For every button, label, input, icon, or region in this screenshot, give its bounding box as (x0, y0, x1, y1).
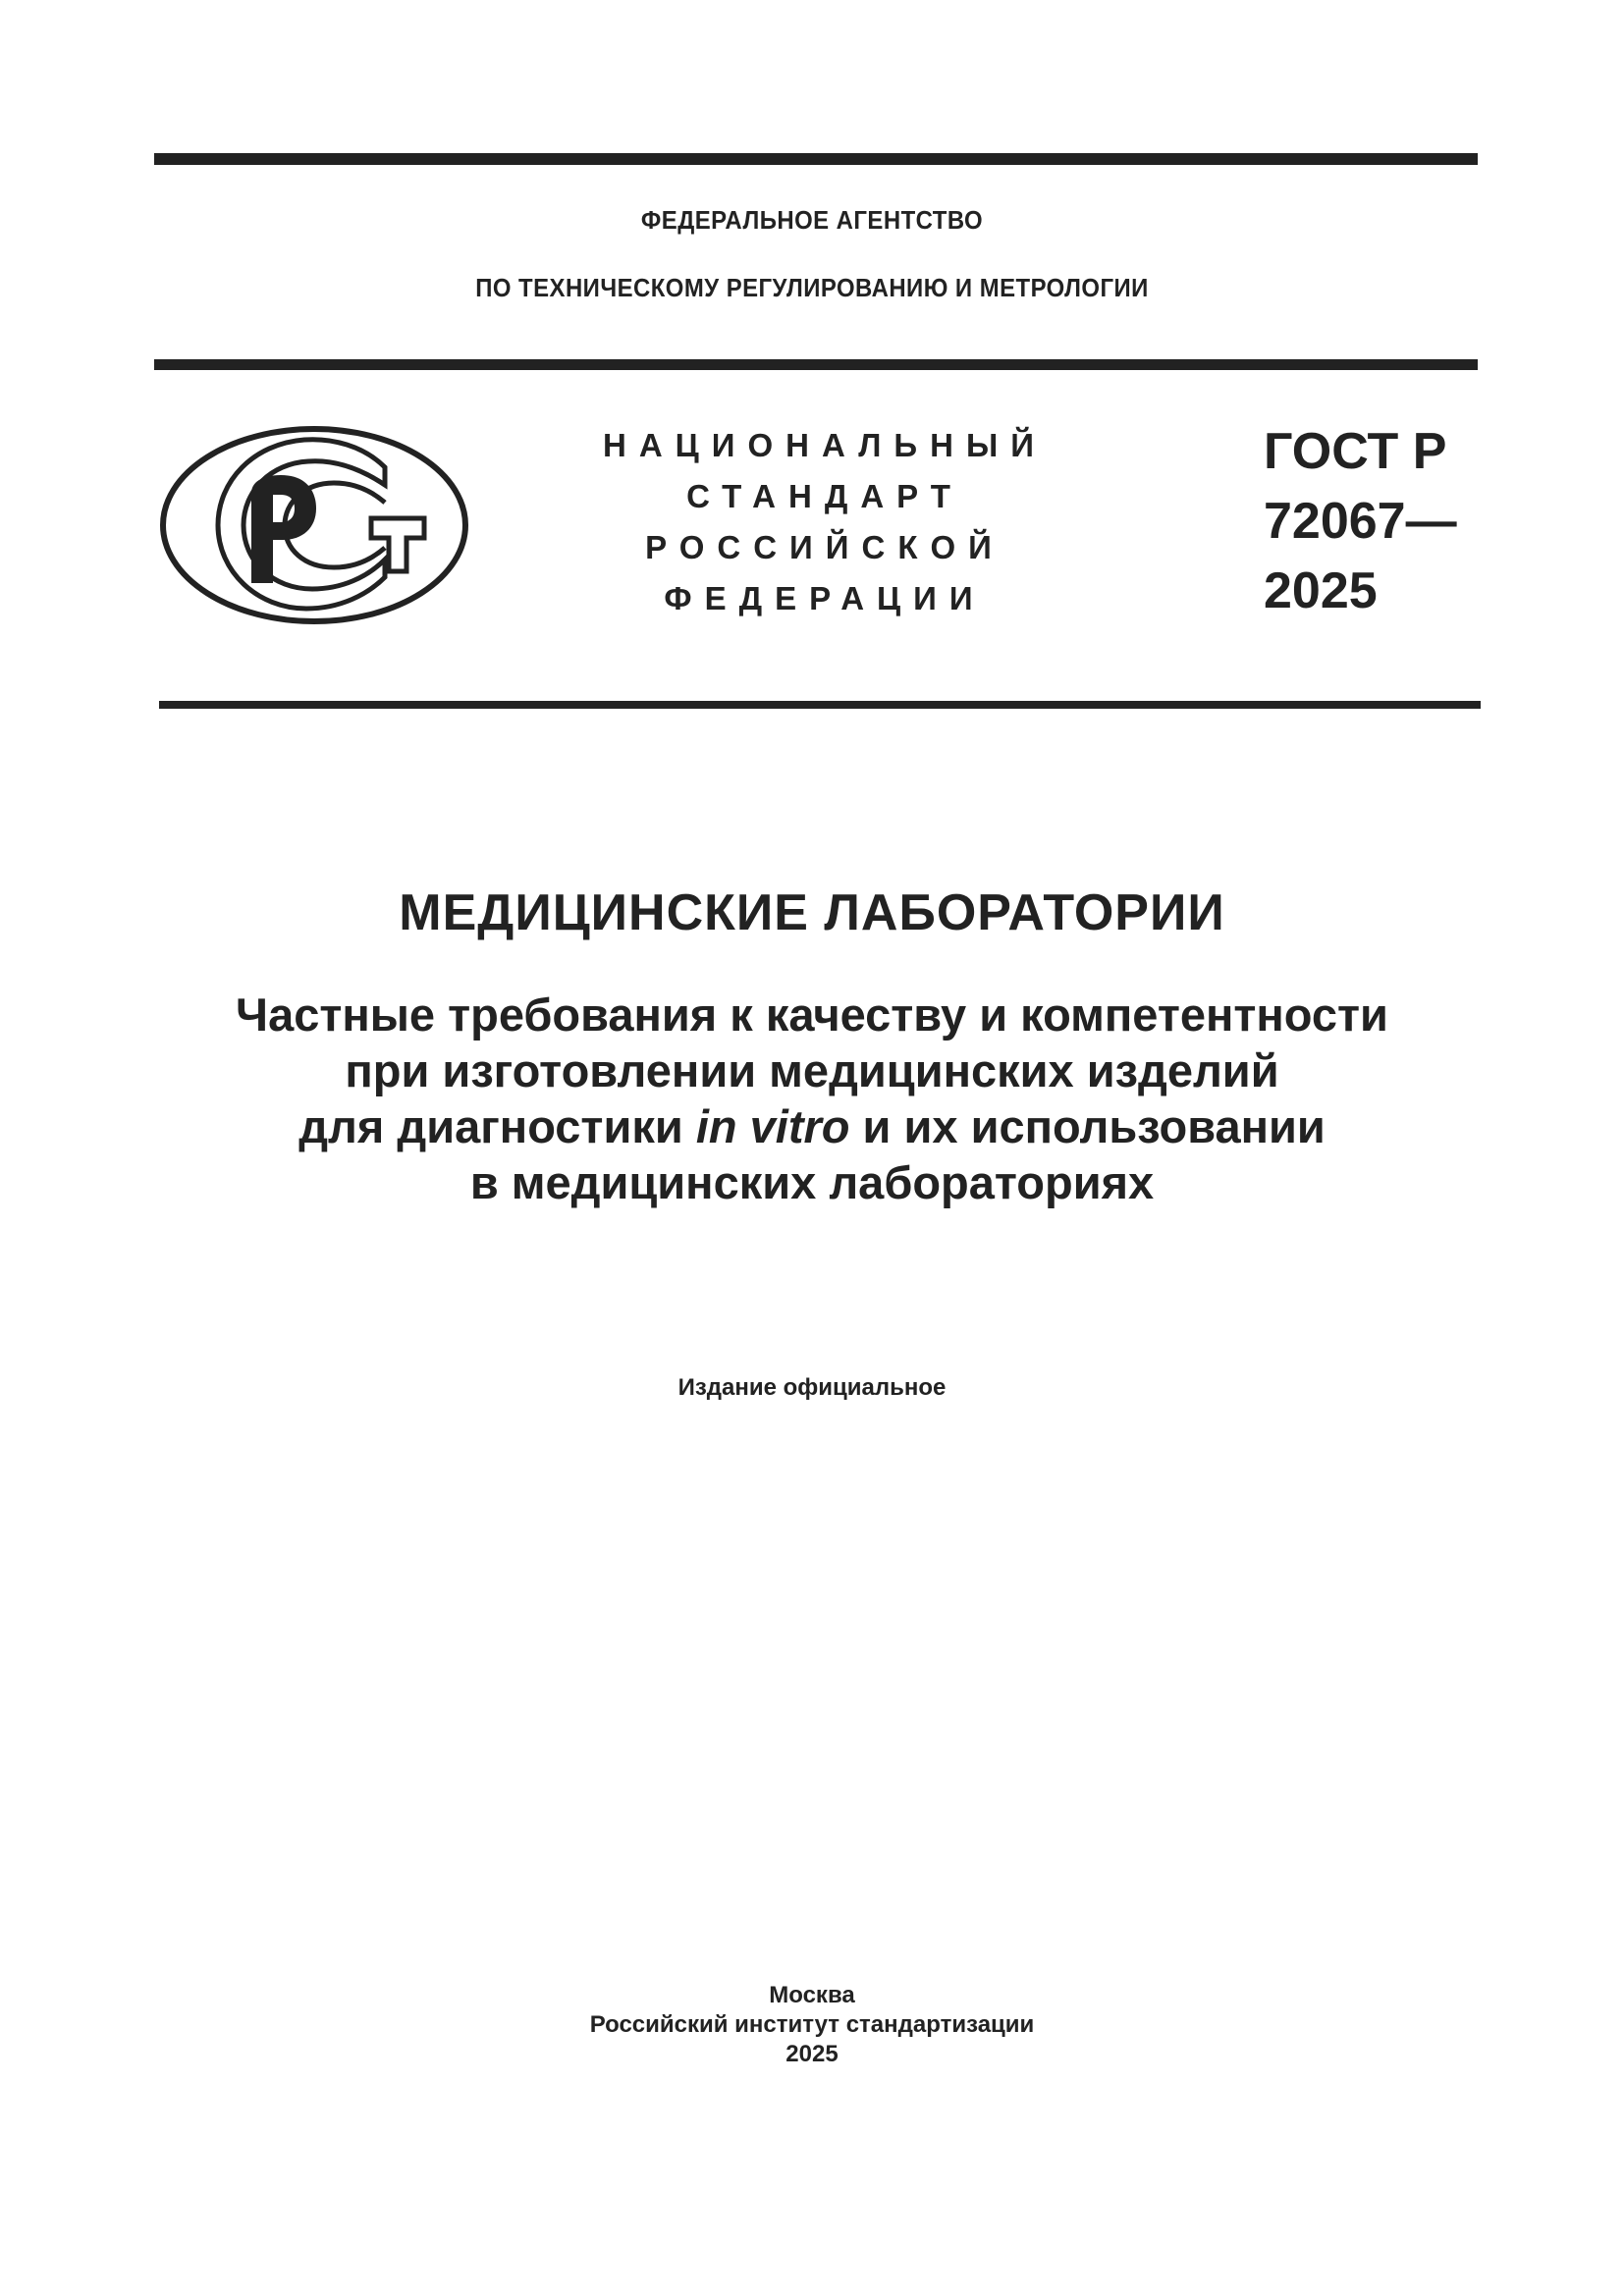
header-rule (154, 359, 1478, 370)
rst-logo-icon (157, 424, 471, 626)
top-rule (154, 153, 1478, 165)
subtitle-line-3-post: и их использовании (849, 1100, 1326, 1152)
imprint-year: 2025 (785, 2041, 839, 2067)
imprint (0, 1981, 1624, 2069)
national-standard-line-4: ФЕДЕРАЦИИ (664, 580, 986, 616)
gost-line-2: 72067— (1264, 493, 1457, 550)
national-standard-line-2: СТАНДАРТ (686, 478, 963, 514)
subtitle-line-1: Частные требования к качеству и компетентности (236, 988, 1388, 1041)
standard-block-rule (159, 701, 1481, 709)
national-standard-label (589, 420, 1060, 624)
subtitle-line-2: при изготовлении медицинских изделий (345, 1044, 1279, 1096)
agency-line-2: ПО ТЕХНИЧЕСКОМУ РЕГУЛИРОВАНИЮ И МЕТРОЛОГИИ (475, 273, 1149, 302)
agency-line-1: ФЕДЕРАЛЬНОЕ АГЕНТСТВО (640, 205, 984, 235)
edition-label: Издание официальное (677, 1374, 947, 1401)
document-subtitle (0, 987, 1624, 1210)
subtitle-line-3 (0, 1098, 1624, 1154)
imprint-city: Москва (769, 1982, 855, 2008)
subtitle-in-vitro: in vitro (695, 1100, 850, 1152)
document-title: МЕДИЦИНСКИЕ ЛАБОРАТОРИИ (399, 884, 1225, 941)
gost-line-1: ГОСТ Р (1264, 423, 1447, 480)
national-standard-line-3: РОССИЙСКОЙ (645, 529, 1004, 565)
gost-line-3: 2025 (1264, 562, 1378, 619)
subtitle-line-4: в медицинских лабораториях (469, 1156, 1155, 1208)
imprint-publisher: Российский институт стандартизации (589, 2011, 1035, 2038)
gost-designation (1264, 417, 1457, 626)
subtitle-line-3-pre: для диагностики (298, 1100, 696, 1152)
national-standard-line-1: НАЦИОНАЛЬНЫЙ (603, 427, 1047, 463)
